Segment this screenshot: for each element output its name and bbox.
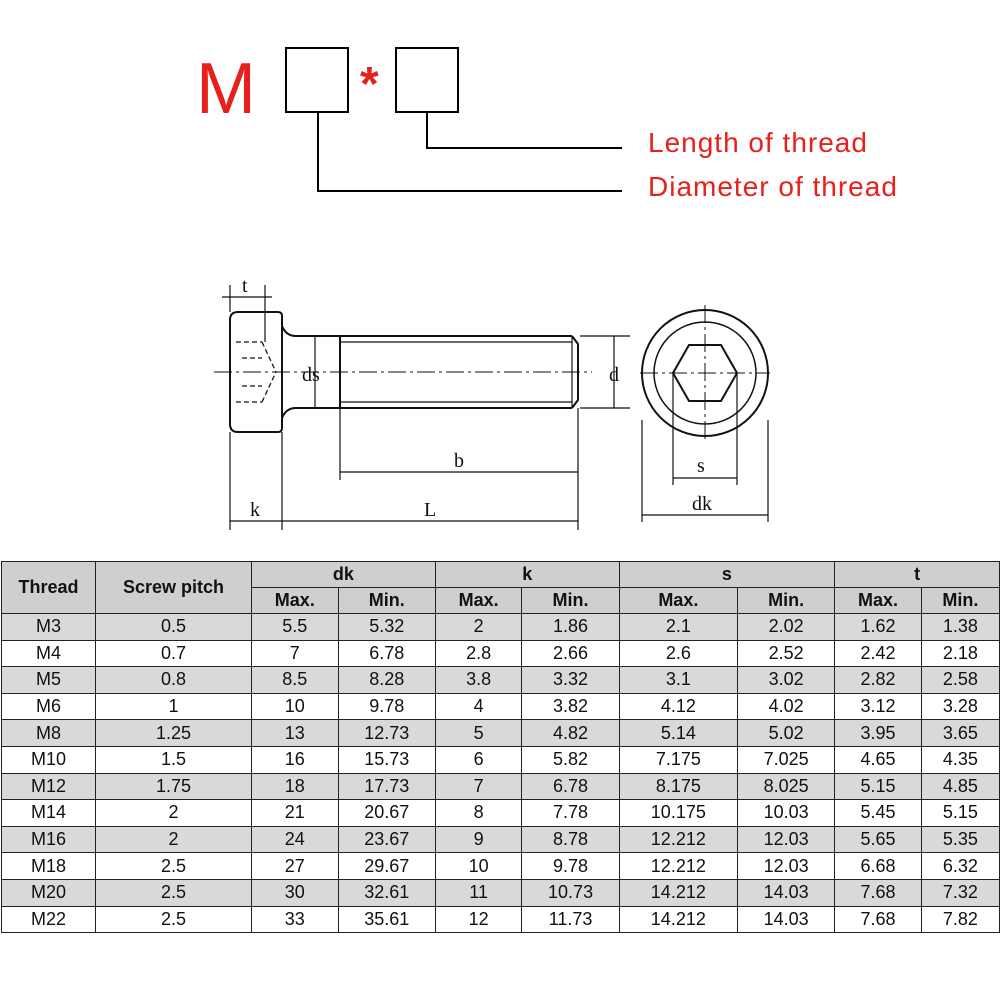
- table-cell: 7.78: [522, 800, 619, 827]
- table-cell: M3: [2, 614, 96, 641]
- table-cell: 2.82: [835, 667, 922, 694]
- header-min: Min.: [921, 588, 999, 614]
- table-cell: 14.03: [738, 906, 835, 933]
- table-cell: 4.85: [921, 773, 999, 800]
- spec-table: [1, 561, 1000, 933]
- header-thread: Thread: [2, 562, 96, 614]
- table-row: [2, 879, 1000, 906]
- table-cell: 2: [96, 800, 252, 827]
- table-cell: 16: [252, 746, 339, 773]
- table-body: [2, 614, 1000, 933]
- table-cell: 8.78: [522, 826, 619, 853]
- table-cell: 10: [252, 693, 339, 720]
- table-cell: 5.45: [835, 800, 922, 827]
- table-cell: 5.32: [338, 614, 435, 641]
- header-s: s: [619, 562, 835, 588]
- table-cell: 2.18: [921, 640, 999, 667]
- table-cell: 2.66: [522, 640, 619, 667]
- table-cell: 1.86: [522, 614, 619, 641]
- table-cell: 7.175: [619, 746, 737, 773]
- table-cell: 1.5: [96, 746, 252, 773]
- table-cell: 5.35: [921, 826, 999, 853]
- table-cell: 3.1: [619, 667, 737, 694]
- table-cell: M20: [2, 879, 96, 906]
- table-cell: 15.73: [338, 746, 435, 773]
- table-cell: 21: [252, 800, 339, 827]
- diameter-box: [286, 48, 348, 112]
- table-cell: 7.82: [921, 906, 999, 933]
- table-row: [2, 773, 1000, 800]
- label-ds: ds: [302, 364, 320, 386]
- table-cell: 4.02: [738, 693, 835, 720]
- table-cell: 14.212: [619, 906, 737, 933]
- table-cell: 5.14: [619, 720, 737, 747]
- length-of-thread-label: Length of thread: [648, 127, 868, 158]
- table-cell: 12.03: [738, 853, 835, 880]
- table-cell: 4.82: [522, 720, 619, 747]
- table-row: [2, 614, 1000, 641]
- label-s: s: [697, 455, 705, 477]
- table-cell: 7.025: [738, 746, 835, 773]
- table-cell: 7: [252, 640, 339, 667]
- table-cell: 29.67: [338, 853, 435, 880]
- table-cell: 5: [435, 720, 522, 747]
- table-cell: 4.12: [619, 693, 737, 720]
- table-cell: 4.35: [921, 746, 999, 773]
- label-t: t: [242, 275, 248, 297]
- header-max: Max.: [835, 588, 922, 614]
- end-view: [640, 305, 770, 440]
- table-cell: M18: [2, 853, 96, 880]
- table-cell: 2.58: [921, 667, 999, 694]
- header-min: Min.: [522, 588, 619, 614]
- table-cell: 10.73: [522, 879, 619, 906]
- table-cell: 5.65: [835, 826, 922, 853]
- table-cell: 7: [435, 773, 522, 800]
- table-cell: 2: [435, 614, 522, 641]
- table-cell: 9: [435, 826, 522, 853]
- table-cell: 2.1: [619, 614, 737, 641]
- table-cell: M8: [2, 720, 96, 747]
- table-cell: 27: [252, 853, 339, 880]
- diameter-leader: [318, 112, 622, 191]
- table-cell: 1.62: [835, 614, 922, 641]
- table-cell: 14.212: [619, 879, 737, 906]
- table-cell: 10.03: [738, 800, 835, 827]
- table-cell: 2.02: [738, 614, 835, 641]
- table-row: [2, 720, 1000, 747]
- table-row: [2, 746, 1000, 773]
- table-cell: 12: [435, 906, 522, 933]
- table-cell: 11: [435, 879, 522, 906]
- header-screw-pitch: Screw pitch: [96, 562, 252, 614]
- table-cell: 7.32: [921, 879, 999, 906]
- table-cell: 7.68: [835, 906, 922, 933]
- table-cell: 5.82: [522, 746, 619, 773]
- header-min: Min.: [738, 588, 835, 614]
- table-cell: 3.65: [921, 720, 999, 747]
- table-cell: 5.15: [835, 773, 922, 800]
- table-cell: 4.65: [835, 746, 922, 773]
- table-cell: 10: [435, 853, 522, 880]
- header-max: Max.: [619, 588, 737, 614]
- header-max: Max.: [435, 588, 522, 614]
- table-cell: 2.42: [835, 640, 922, 667]
- table-cell: M16: [2, 826, 96, 853]
- table-cell: M4: [2, 640, 96, 667]
- table-cell: 2.5: [96, 906, 252, 933]
- table-cell: 32.61: [338, 879, 435, 906]
- table-cell: 3.82: [522, 693, 619, 720]
- table-cell: 3.8: [435, 667, 522, 694]
- table-cell: 5.02: [738, 720, 835, 747]
- header-dk: dk: [252, 562, 436, 588]
- diameter-of-thread-label: Diameter of thread: [648, 171, 898, 202]
- table-cell: 2.6: [619, 640, 737, 667]
- table-cell: 10.175: [619, 800, 737, 827]
- table-cell: 24: [252, 826, 339, 853]
- table-cell: 18: [252, 773, 339, 800]
- label-k: k: [250, 499, 260, 521]
- header-min: Min.: [338, 588, 435, 614]
- table-row: [2, 800, 1000, 827]
- label-dk: dk: [692, 493, 712, 515]
- table-row: [2, 667, 1000, 694]
- table-cell: 0.8: [96, 667, 252, 694]
- table-cell: 7.68: [835, 879, 922, 906]
- table-cell: 30: [252, 879, 339, 906]
- table-cell: 5.5: [252, 614, 339, 641]
- table-cell: 3.12: [835, 693, 922, 720]
- table-cell: 8: [435, 800, 522, 827]
- table-cell: M22: [2, 906, 96, 933]
- table-cell: 3.32: [522, 667, 619, 694]
- header-k: k: [435, 562, 619, 588]
- table-cell: 2.8: [435, 640, 522, 667]
- table-cell: 5.15: [921, 800, 999, 827]
- table-cell: 9.78: [338, 693, 435, 720]
- designation-separator: *: [360, 58, 379, 111]
- table-cell: 1: [96, 693, 252, 720]
- table-cell: 2.5: [96, 879, 252, 906]
- length-leader: [427, 112, 622, 148]
- label-L: L: [424, 499, 437, 521]
- table-cell: 6.78: [338, 640, 435, 667]
- table-cell: 3.28: [921, 693, 999, 720]
- table-cell: 8.175: [619, 773, 737, 800]
- table-cell: 12.03: [738, 826, 835, 853]
- table-cell: 14.03: [738, 879, 835, 906]
- table-cell: 13: [252, 720, 339, 747]
- table-cell: 6.32: [921, 853, 999, 880]
- table-cell: M12: [2, 773, 96, 800]
- table-cell: 2.5: [96, 853, 252, 880]
- table-cell: 17.73: [338, 773, 435, 800]
- header-max: Max.: [252, 588, 339, 614]
- table-cell: 1.38: [921, 614, 999, 641]
- table-cell: 8.28: [338, 667, 435, 694]
- table-cell: 12.212: [619, 826, 737, 853]
- table-cell: 2.52: [738, 640, 835, 667]
- table-cell: 12.212: [619, 853, 737, 880]
- table-row: [2, 640, 1000, 667]
- table-cell: 3.02: [738, 667, 835, 694]
- table-cell: M14: [2, 800, 96, 827]
- table-cell: 4: [435, 693, 522, 720]
- side-view: [214, 312, 592, 432]
- table-cell: 35.61: [338, 906, 435, 933]
- table-cell: 0.5: [96, 614, 252, 641]
- designation-prefix: M: [196, 49, 256, 129]
- table-cell: 6.68: [835, 853, 922, 880]
- length-box: [396, 48, 458, 112]
- table-cell: 1.75: [96, 773, 252, 800]
- table-cell: 1.25: [96, 720, 252, 747]
- table-cell: 20.67: [338, 800, 435, 827]
- table-cell: M6: [2, 693, 96, 720]
- table-row: [2, 693, 1000, 720]
- table-cell: 8.5: [252, 667, 339, 694]
- table-cell: 33: [252, 906, 339, 933]
- table-cell: M5: [2, 667, 96, 694]
- header-t: t: [835, 562, 1000, 588]
- table-cell: 9.78: [522, 853, 619, 880]
- table-cell: 6: [435, 746, 522, 773]
- table-row: [2, 853, 1000, 880]
- table-cell: 0.7: [96, 640, 252, 667]
- table-cell: 3.95: [835, 720, 922, 747]
- label-b: b: [454, 450, 464, 472]
- table-row: [2, 826, 1000, 853]
- table-cell: 8.025: [738, 773, 835, 800]
- label-d: d: [609, 364, 619, 386]
- table-cell: 6.78: [522, 773, 619, 800]
- table-cell: 23.67: [338, 826, 435, 853]
- table-cell: 12.73: [338, 720, 435, 747]
- table-cell: 2: [96, 826, 252, 853]
- table-cell: 11.73: [522, 906, 619, 933]
- table-cell: M10: [2, 746, 96, 773]
- table-row: [2, 906, 1000, 933]
